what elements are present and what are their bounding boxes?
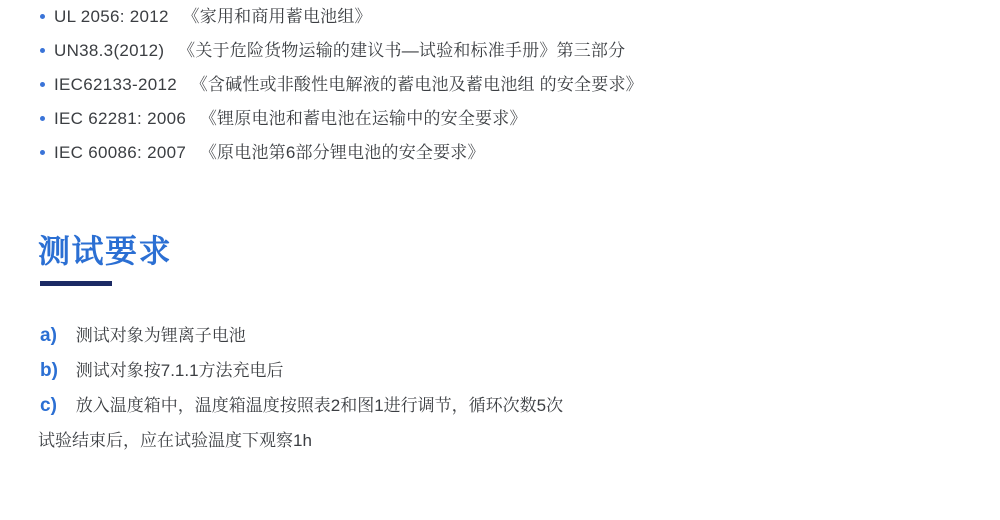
requirement-label: c) <box>40 395 57 416</box>
list-item <box>40 68 1000 102</box>
standard-code: UN38.3(2012) <box>54 41 165 60</box>
bullet-icon <box>40 116 45 121</box>
requirement-text: 放入温度箱中，温度箱温度按照表2和图1进行调节，循环次数5次 <box>75 396 564 415</box>
heading-underline <box>40 281 112 286</box>
standard-code: IEC62133-2012 <box>54 75 177 94</box>
list-item <box>40 34 1000 68</box>
requirements-list <box>40 318 1000 458</box>
standard-code: IEC 62281: 2006 <box>54 109 187 128</box>
bullet-icon <box>40 82 45 87</box>
standard-code: IEC 60086: 2007 <box>54 143 187 162</box>
list-item <box>40 102 1000 136</box>
standard-title: 《家用和商用蓄电池组》 <box>182 7 372 26</box>
requirement-note: 试验结束后，应在试验温度下观察1h <box>38 431 312 450</box>
standard-title: 《原电池第6部分锂电池的安全要求》 <box>199 143 485 162</box>
list-item <box>40 353 1000 388</box>
bullet-icon <box>40 14 45 19</box>
standard-code: UL 2056: 2012 <box>54 7 169 26</box>
standards-list <box>40 0 1000 170</box>
list-item <box>40 318 1000 353</box>
requirement-label: a) <box>40 325 57 346</box>
list-item <box>40 0 1000 34</box>
standard-title: 《含碱性或非酸性电解液的蓄电池及蓄电池组 的安全要求》 <box>190 75 643 94</box>
list-item <box>40 388 1000 423</box>
requirement-text: 测试对象为锂离子电池 <box>75 326 246 345</box>
section-title: 测试要求 <box>38 233 173 269</box>
bullet-icon <box>40 150 45 155</box>
requirement-label: b) <box>40 360 58 381</box>
bullet-icon <box>40 48 45 53</box>
standard-title: 《关于危险货物运输的建议书—试验和标准手册》第三部分 <box>178 41 626 60</box>
requirement-text: 测试对象按7.1.1方法充电后 <box>75 361 284 380</box>
standard-title: 《锂原电池和蓄电池在运输中的安全要求》 <box>199 109 527 128</box>
list-item <box>40 136 1000 170</box>
